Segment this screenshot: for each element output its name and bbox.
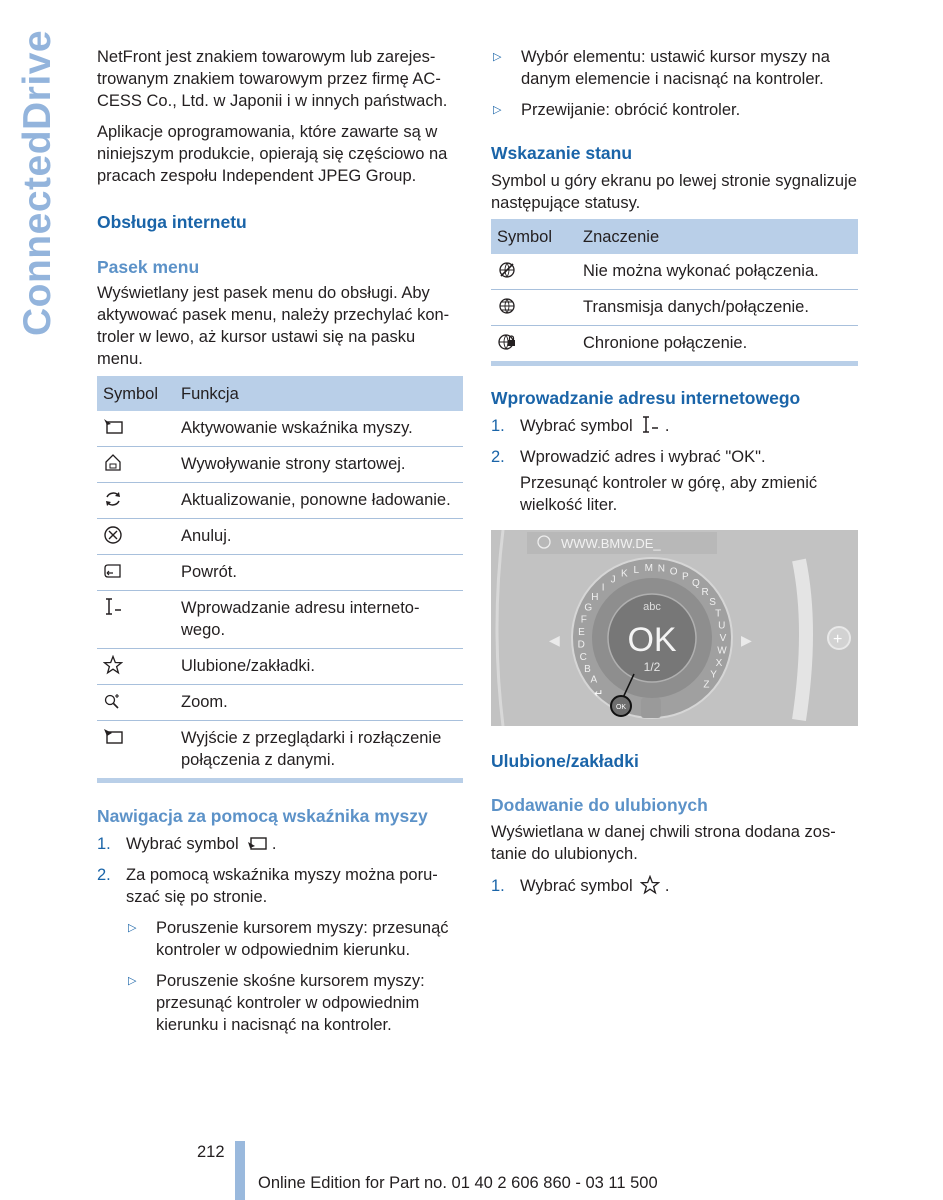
return-icon: ↵ (594, 687, 604, 700)
wheel-letter: O (669, 566, 678, 578)
mouse-pointer-icon (247, 833, 267, 853)
special-chars-key (641, 698, 661, 718)
jpeg-paragraph: Aplikacje oprogramowania, które zawarte są w niniejszym produkcie, opierają się częściowo na pracach zespołu Independent JPEG Group. (97, 123, 448, 185)
step-text: Wybrać symbol (520, 877, 633, 895)
reload-icon (103, 489, 123, 509)
triangle-icon: ▷ (128, 975, 137, 987)
heading-address-input: Wprowadzanie adresu internetowego (491, 388, 801, 408)
list-item (126, 970, 463, 1036)
abc-label: abc (643, 601, 661, 613)
wheel-letter: P (681, 571, 689, 583)
step-number: 1. (491, 417, 505, 435)
data-transfer-icon (497, 296, 517, 316)
wheel-letter: B (584, 663, 591, 675)
step-text: Wybrać symbol (126, 835, 239, 853)
wheel-letter: Y (710, 669, 717, 681)
left-column (97, 46, 463, 1045)
function-text: Anuluj. (175, 519, 463, 555)
address-input-icon (640, 415, 660, 435)
table-row (97, 483, 463, 519)
function-text: Wprowadzanie adresu internetowego. (175, 591, 463, 649)
menu-bar-paragraph: Wyświetlany jest pasek menu do obsługi. Aby aktywować pasek menu, należy przechylać kontroler w lewo, aż kursor ustawi się na pasku menu. (97, 284, 450, 368)
back-icon (103, 561, 123, 581)
plus-icon: + (833, 631, 843, 648)
bullet-text: Poruszenie skośne kursorem myszy: przesunąć kontroler w odpowiednim kierunku i nacisnąć na kontroler. (156, 972, 425, 1034)
wheel-letter: R (701, 586, 709, 598)
col-header-function: Funkcja (175, 376, 463, 411)
table-row (97, 519, 463, 555)
address-steps (491, 415, 858, 468)
wheel-letter: J (610, 574, 616, 586)
footer-bar (235, 1141, 245, 1200)
table-row (97, 721, 463, 781)
zoom-icon (103, 691, 123, 711)
list-item (491, 446, 858, 468)
bullet-text: Wybór elementu: ustawić kursor myszy na danym elemencie i nacisnąć na kontroler. (521, 48, 830, 88)
arrow-left-icon: ◀ (549, 633, 560, 649)
list-item (491, 99, 858, 121)
status-paragraph: Symbol u góry ekranu po lewej stronie sygnalizuje następujące statusy. (491, 172, 857, 212)
wheel-letter: Z (703, 679, 710, 691)
mouse-nav-steps (97, 833, 463, 908)
wheel-letter: G (584, 602, 593, 614)
wheel-letter: N (657, 563, 666, 575)
table-row (97, 649, 463, 685)
step-suffix: . (271, 835, 277, 853)
function-text: Ulubione/zakładki. (175, 649, 463, 685)
table-row (97, 685, 463, 721)
cursor-bullets (491, 46, 858, 121)
wheel-letter: L (633, 564, 640, 576)
list-item (97, 864, 463, 908)
ok-label: OK (627, 621, 677, 659)
wheel-letter: K (620, 568, 628, 580)
step-number: 2. (491, 448, 505, 466)
step-number: 1. (491, 877, 505, 895)
trademark-paragraph: NetFront jest znakiem towarowym lub zarejestrowanym znakiem towarowym przez firmę ACCESS Co., Ltd. w Japonii i w innych państwach. (97, 48, 448, 110)
wheel-letter: V (719, 633, 727, 644)
meaning-text: Chronione połączenie. (577, 326, 858, 364)
side-section-title (16, 29, 60, 344)
wheel-letter: E (578, 626, 585, 638)
step-text: Wybrać symbol (520, 417, 633, 435)
cancel-icon (103, 525, 123, 545)
wheel-letter: S (709, 597, 716, 608)
list-item (491, 415, 858, 437)
home-icon (103, 453, 123, 473)
menu-symbol-table (97, 376, 463, 783)
step-number: 1. (97, 835, 111, 853)
wheel-letter: M (644, 563, 653, 575)
triangle-icon: ▷ (493, 104, 502, 116)
list-item (126, 917, 463, 961)
heading-status: Wskazanie stanu (491, 143, 633, 163)
idrive-screen-image (491, 530, 858, 726)
wheel-letter: T (715, 608, 722, 620)
star-icon (103, 655, 123, 675)
heading-menu-bar: Pasek menu (97, 257, 200, 277)
heading-internet: Obsługa internetu (97, 212, 247, 232)
heading-mouse-navigation: Nawigacja za pomocą wskaźnika myszy (97, 806, 428, 826)
step-number: 2. (97, 866, 111, 884)
address-input-icon (103, 597, 123, 617)
step-text: Za pomocą wskaźnika myszy można poruszać się po stronie. (126, 866, 438, 906)
wheel-letter: H (591, 591, 599, 603)
step-text: Wprowadzić adres i wybrać "OK". (520, 448, 766, 466)
wheel-letter: Q (692, 578, 700, 590)
right-column (491, 46, 858, 906)
wheel-letter: A (590, 674, 598, 686)
no-connection-icon (497, 260, 517, 280)
status-symbol-table (491, 219, 858, 366)
bullet-text: Przewijanie: obrócić kontroler. (521, 101, 741, 119)
mouse-nav-bullets (126, 917, 463, 1036)
footer-edition: Online Edition for Part no. 01 40 2 606 860 - 03 11 500 (258, 1174, 658, 1192)
add-favorites-paragraph: Wyświetlana w danej chwili strona dodana zostanie do ulubionych. (491, 823, 836, 863)
table-row (491, 290, 858, 326)
triangle-icon: ▷ (493, 51, 502, 63)
arrow-right-icon: ▶ (741, 633, 752, 649)
wheel-letter: I (601, 582, 605, 594)
step-suffix: . (664, 877, 670, 895)
function-text: Zoom. (175, 685, 463, 721)
list-item (491, 46, 858, 90)
table-row (491, 254, 858, 290)
page-indicator: 1/2 (643, 660, 661, 674)
small-ok-label: OK (615, 704, 627, 711)
function-text: Aktywowanie wskaźnika myszy. (175, 411, 463, 447)
meaning-text: Nie można wykonać połączenia. (577, 254, 858, 290)
side-section-title-text: ConnectedDrive (16, 29, 59, 336)
page-number: 212 (197, 1143, 225, 1161)
wheel-letter: D (577, 639, 585, 651)
wheel-letter: W (717, 645, 727, 657)
col-header-symbol: Symbol (491, 219, 577, 254)
exit-browser-icon (103, 727, 123, 747)
favorites-steps (491, 875, 858, 897)
triangle-icon: ▷ (128, 922, 137, 934)
star-icon (640, 875, 660, 895)
address-note: Przesunąć kontroler w górę, aby zmienić wielkość liter. (520, 474, 818, 514)
wheel-letter: C (579, 651, 587, 663)
col-header-symbol: Symbol (97, 376, 175, 411)
meaning-text: Transmisja danych/połączenie. (577, 290, 858, 326)
function-text: Aktualizowanie, ponowne ładowanie. (175, 483, 463, 519)
list-item (97, 833, 463, 855)
wheel-letter: U (718, 620, 726, 632)
table-row (97, 591, 463, 649)
function-text: Powrót. (175, 555, 463, 591)
url-text: WWW.BMW.DE_ (561, 536, 661, 551)
table-row (97, 411, 463, 447)
heading-favorites: Ulubione/zakładki (491, 751, 639, 771)
step-suffix: . (664, 417, 670, 435)
function-text: Wywoływanie strony startowej. (175, 447, 463, 483)
table-row (97, 447, 463, 483)
table-row (491, 326, 858, 364)
wheel-letter: X (715, 657, 723, 669)
col-header-meaning: Znaczenie (577, 219, 858, 254)
table-row (97, 555, 463, 591)
list-item (491, 875, 858, 897)
function-text: Wyjście z przeglądarki i rozłączenie połączenia z danymi. (175, 721, 463, 781)
secure-connection-icon (497, 332, 517, 352)
wheel-letter: F (580, 614, 587, 626)
bullet-text: Poruszenie kursorem myszy: przesunąć kontroler w odpowiednim kierunku. (156, 919, 449, 959)
mouse-pointer-icon (103, 417, 123, 437)
heading-add-favorites: Dodawanie do ulubionych (491, 795, 708, 815)
